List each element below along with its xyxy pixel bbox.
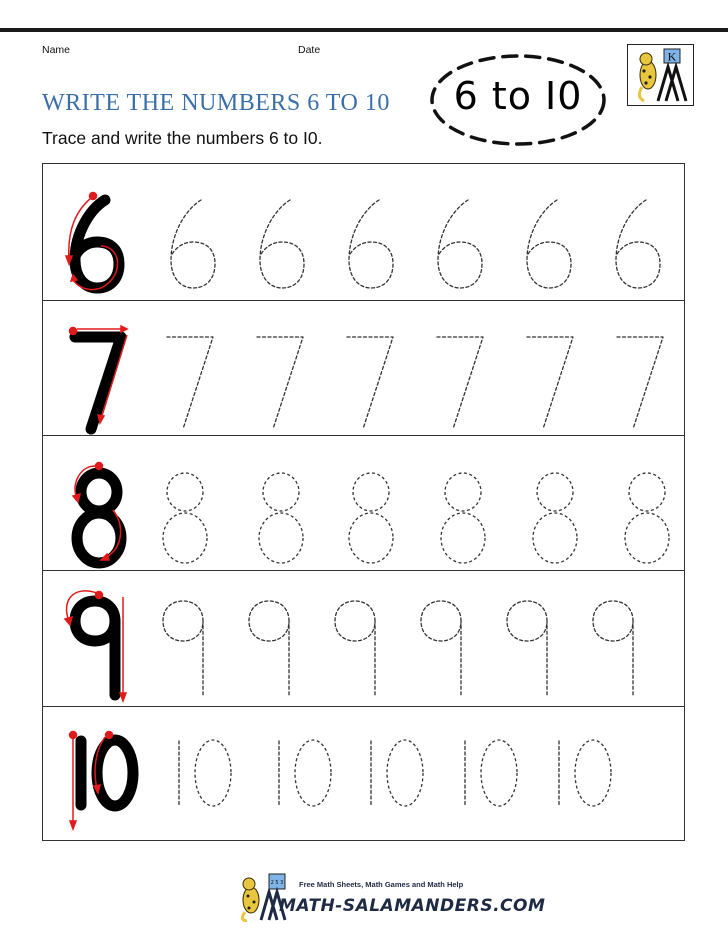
model-digit-10 <box>81 740 133 806</box>
math-salamanders-logo <box>627 44 694 106</box>
footer-logo-numbers: 2 5 3 <box>270 880 284 886</box>
row-6 <box>43 164 684 300</box>
tracing-digits-8 <box>163 473 669 563</box>
date-label: Date <box>298 44 321 56</box>
page-title: WRITE THE NUMBERS 6 TO 10 <box>42 90 390 116</box>
tracing-worksheet <box>42 163 685 841</box>
tracing-digits-7 <box>167 337 663 429</box>
instructions: Trace and write the numbers 6 to I0. <box>42 128 323 148</box>
tracing-digits-9 <box>163 601 633 695</box>
footer-site-link[interactable]: MATH-SALAMANDERS.COM <box>279 896 546 916</box>
row-7 <box>43 300 684 436</box>
footer-tagline: Free Math Sheets, Math Games and Math Help <box>299 880 464 889</box>
range-badge <box>426 50 610 150</box>
top-rule <box>0 28 728 32</box>
tracing-digits-10 <box>179 740 619 841</box>
model-digit-9 <box>75 601 115 695</box>
name-label: Name <box>42 44 71 56</box>
row-10 <box>43 706 684 841</box>
tracing-digits-6 <box>171 200 660 288</box>
logo-letter: K <box>667 49 677 64</box>
row-8 <box>43 435 684 571</box>
model-digit-6 <box>75 200 119 288</box>
row-9 <box>43 570 684 707</box>
range-badge-text: 6 to I0 <box>453 74 583 118</box>
